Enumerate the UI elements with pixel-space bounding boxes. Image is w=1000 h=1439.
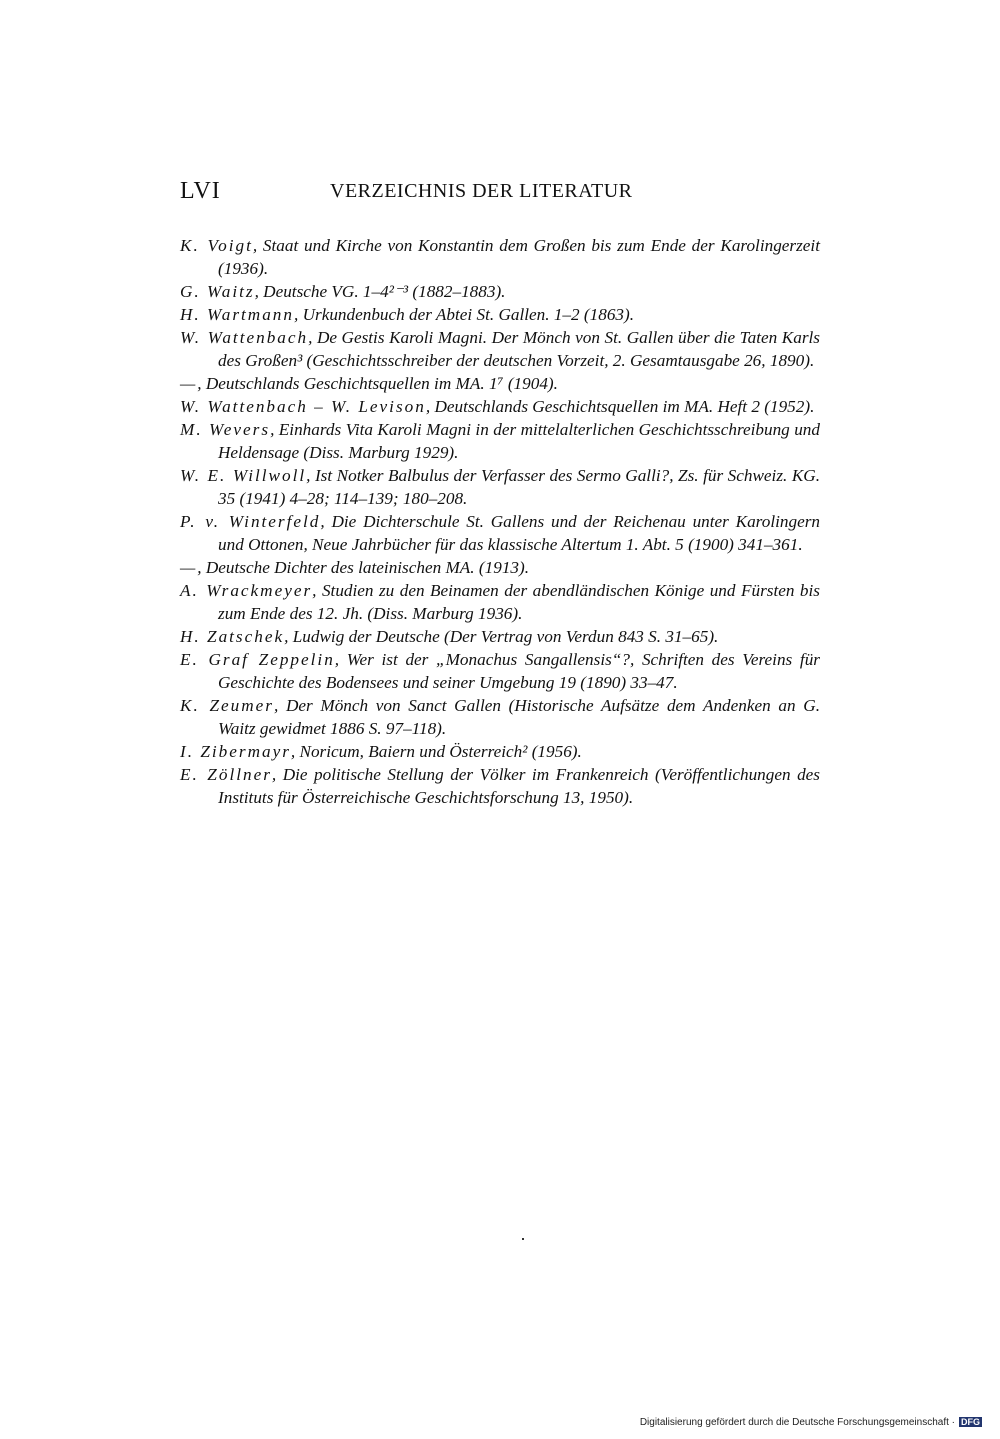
bibliography-entry bbox=[180, 395, 820, 418]
bibliography-entry bbox=[180, 326, 820, 372]
bibliography-list bbox=[180, 234, 820, 809]
bibliography-entry bbox=[180, 280, 820, 303]
bibliography-entry bbox=[180, 556, 820, 579]
entry-text: , Studien zu den Beinamen der abendländischen Könige und Fürsten bis zum Ende des 12. Jh. (Diss. Marburg 1936). bbox=[218, 581, 820, 623]
entry-author: G. Waitz bbox=[180, 282, 255, 301]
bibliography-entry bbox=[180, 625, 820, 648]
bibliography-entry bbox=[180, 303, 820, 326]
entry-author: H. Zatschek bbox=[180, 627, 285, 646]
entry-author: K. Voigt bbox=[180, 236, 253, 255]
entry-text: , Urkundenbuch der Abtei St. Gallen. 1–2 (1863). bbox=[294, 305, 635, 324]
bibliography-entry bbox=[180, 648, 820, 694]
entry-text: , Wer ist der „Monachus Sangallensis“?, Schriften des Vereins für Geschichte des Bodensees und seiner Umgebung 19 (1890) 33–47. bbox=[218, 650, 820, 692]
entry-author: W. E. Willwoll bbox=[180, 466, 307, 485]
bibliography-entry bbox=[180, 763, 820, 809]
bibliography-entry bbox=[180, 234, 820, 280]
entry-text: , Der Mönch von Sanct Gallen (Historische Aufsätze dem Andenken an G. Waitz gewidmet 1886 S. 97–118). bbox=[218, 696, 820, 738]
footer-credit: Digitalisierung gefördert durch die Deutsche Forschungsgemeinschaft · bbox=[639, 1417, 955, 1428]
entry-author: E. Zöllner bbox=[180, 765, 272, 784]
bibliography-entry bbox=[180, 579, 820, 625]
entry-text: , Noricum, Baiern und Österreich² (1956). bbox=[290, 742, 582, 761]
bibliography-entry bbox=[180, 740, 820, 763]
page-number: LVI bbox=[180, 178, 221, 204]
scan-speck bbox=[522, 1238, 524, 1240]
entry-author: — bbox=[180, 374, 198, 393]
entry-author: — bbox=[180, 558, 198, 577]
entry-text: , Einhards Vita Karoli Magni in der mittelalterlichen Geschichtsschreibung und Heldensage (Diss. Marburg 1929). bbox=[218, 420, 820, 462]
entry-text: , Deutsche VG. 1–4²⁻³ (1882–1883). bbox=[254, 282, 506, 301]
entry-text: , De Gestis Karoli Magni. Der Mönch von St. Gallen über die Taten Karls des Großen³ (Geschichtsschreiber der deutschen Vorzeit, 2. Gesamtausgabe 26, 1890). bbox=[218, 328, 820, 370]
bibliography-entry bbox=[180, 418, 820, 464]
entry-text: , Ludwig der Deutsche (Der Vertrag von Verdun 843 S. 31–65). bbox=[284, 627, 719, 646]
running-header bbox=[180, 178, 820, 208]
entry-author: I. Zibermayr bbox=[180, 742, 291, 761]
bibliography-entry bbox=[180, 694, 820, 740]
entry-author: A. Wrackmeyer bbox=[180, 581, 313, 600]
digitization-footer bbox=[640, 1417, 982, 1428]
entry-text: , Deutschlands Geschichtsquellen im MA. Heft 2 (1952). bbox=[425, 397, 815, 416]
entry-author: E. Graf Zeppelin bbox=[180, 650, 335, 669]
entry-author: M. Wevers bbox=[180, 420, 271, 439]
entry-text: , Deutsche Dichter des lateinischen MA. (1913). bbox=[197, 558, 530, 577]
entry-author: W. Wattenbach bbox=[180, 328, 309, 347]
dfg-logo-icon: DFG bbox=[961, 1417, 980, 1428]
entry-text: , Staat und Kirche von Konstantin dem Großen bis zum Ende der Karolingerzeit (1936). bbox=[218, 236, 820, 278]
entry-author: W. Wattenbach – W. Levison bbox=[180, 397, 426, 416]
entry-author: P. v. Winterfeld bbox=[180, 512, 321, 531]
entry-text: , Deutschlands Geschichtsquellen im MA. 1⁷ (1904). bbox=[197, 374, 558, 393]
entry-author: K. Zeumer bbox=[180, 696, 274, 715]
bibliography-entry bbox=[180, 372, 820, 395]
bibliography-entry bbox=[180, 510, 820, 556]
running-title: VERZEICHNIS DER LITERATUR bbox=[330, 180, 633, 202]
entry-text: , Die politische Stellung der Völker im Frankenreich (Veröffentlichungen des Instituts für Österreichische Geschichtsforschung 13, 1950). bbox=[218, 765, 820, 807]
entry-text: , Ist Notker Balbulus der Verfasser des Sermo Galli?, Zs. für Schweiz. KG. 35 (1941) 4–28; 114–139; 180–208. bbox=[218, 466, 820, 508]
bibliography-entry bbox=[180, 464, 820, 510]
entry-text: , Die Dichterschule St. Gallens und der Reichenau unter Karolingern und Ottonen, Neue Jahrbücher für das klassische Altertum 1. Abt. 5 (1900) 341–361. bbox=[218, 512, 820, 554]
entry-author: H. Wartmann bbox=[180, 305, 294, 324]
